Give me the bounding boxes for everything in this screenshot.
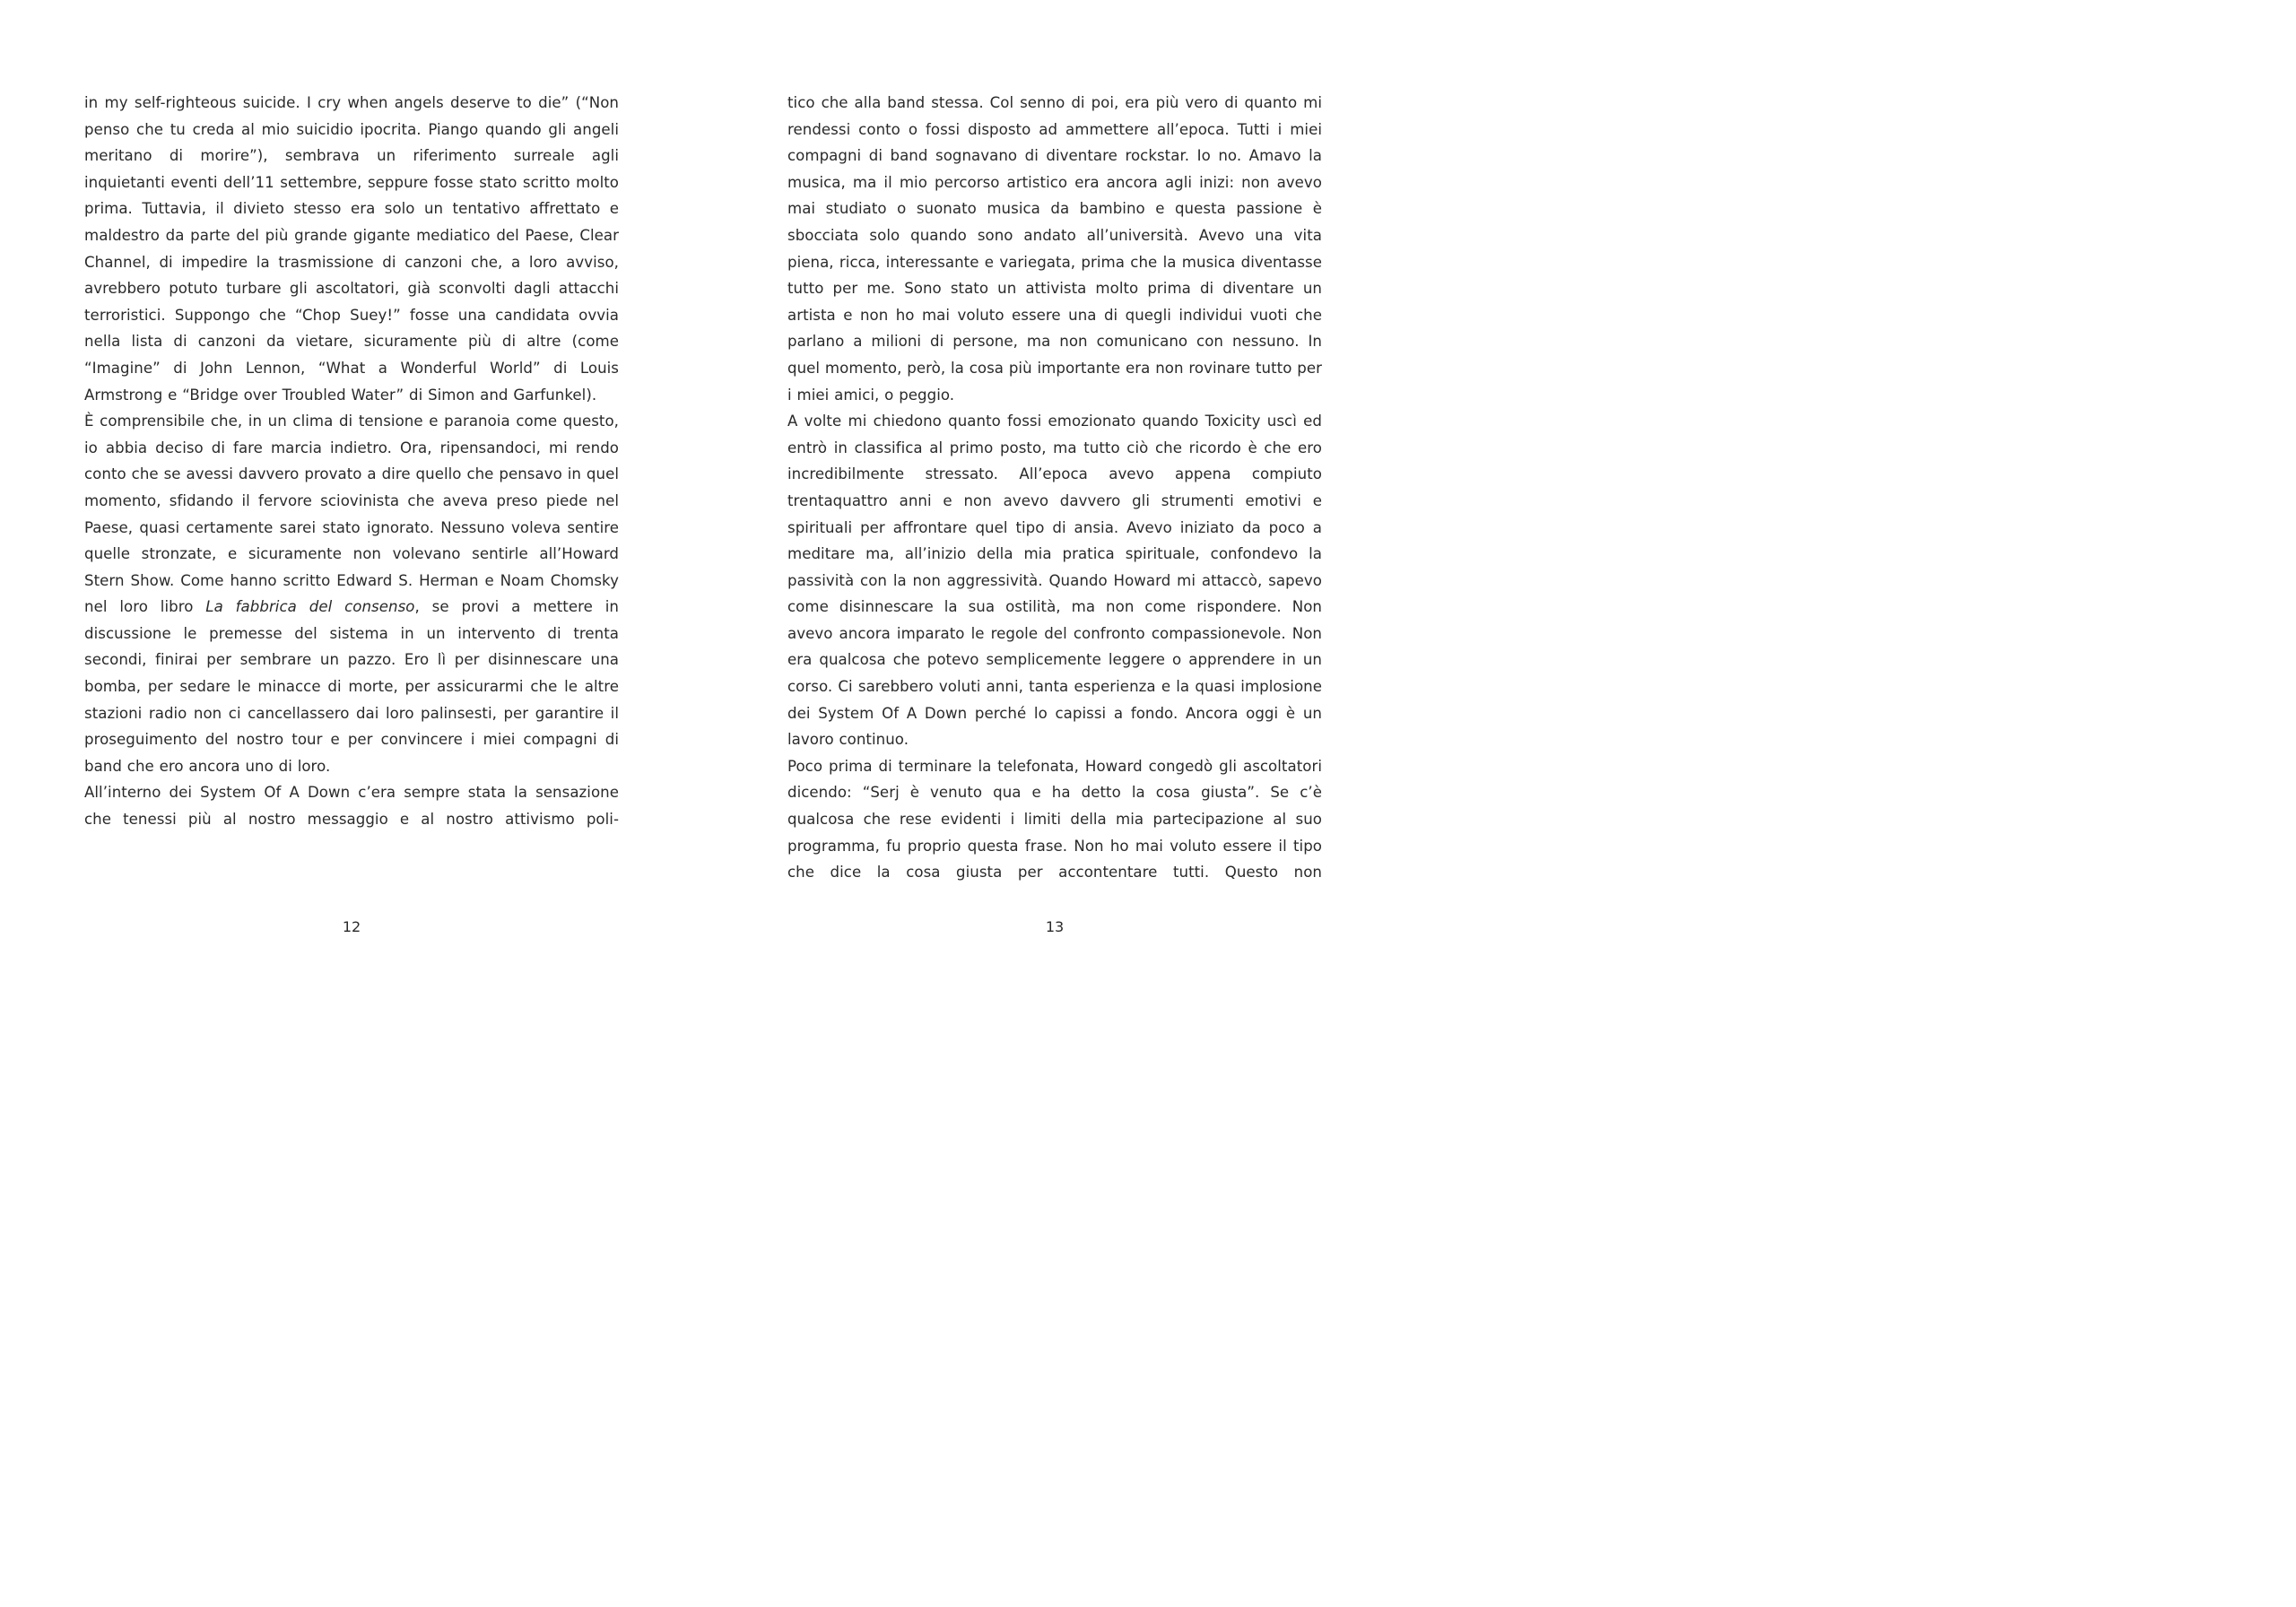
page-number-left: 12 xyxy=(342,918,361,935)
left-page-body xyxy=(84,90,619,833)
paragraph xyxy=(787,90,1322,408)
paragraph-text: Poco prima di terminare la telefonata, Howard congedò gli ascoltatori dicendo: “Serj è venuto qua e ha detto la cosa giusta”. Se c’è qualcosa che rese evidenti i limiti della mia partecipazione al suo programma, fu proprio questa frase. Non ho mai voluto essere il tipo che dice la cosa giusta per accontentare tutti. Questo non xyxy=(787,757,1322,882)
paragraph-text: A volte mi chiedono quanto fossi emozionato quando Toxicity uscì ed entrò in classifica al primo posto, ma tutto ciò che ricordo è che ero incredibilmente stressato. All’epoca avevo appena compiuto trentaquattro anni e non avevo davvero gli strumenti emotivi e spirituali per affrontare quel tipo di ansia. Avevo iniziato da poco a meditare ma, all’inizio della mia pratica spirituale, confondevo la passività con la non aggressività. Quando Howard mi attaccò, sapevo come disinnescare la sua ostilità, ma non come rispondere. Non avevo ancora imparato le regole del confronto compassionevole. Non era qualcosa che potevo semplicemente leggere o apprendere in un corso. Ci sarebbero voluti anni, tanta esperienza e la quasi implosione dei System Of A Down perché lo capissi a fondo. Ancora oggi è un lavoro continuo. xyxy=(787,413,1322,749)
paragraph xyxy=(84,779,619,832)
paragraph xyxy=(787,408,1322,753)
paragraph-text: tico che alla band stessa. Col senno di poi, era più vero di quanto mi rendessi conto o fossi disposto ad ammettere all’epoca. Tutti i miei compagni di band sognavano di diventare rockstar. Io no. Amavo la musica, ma il mio percorso artistico era ancora agli inizi: non avevo mai studiato o suonato musica da bambino e questa passione è sbocciata solo quando sono andato all’università. Avevo una vita piena, ricca, interessante e variegata, prima che la musica diventasse tutto per me. Sono stato un attivista molto prima di diventare un artista e non ho mai voluto essere una di quegli individui vuoti che parlano a milioni di persone, ma non comunicano con nessuno. In quel momento, però, la cosa più importante era non rovinare tutto per i miei amici, o peggio. xyxy=(787,94,1322,404)
paragraph-text: All’interno dei System Of A Down c’era sempre stata la sensazione che tenessi più al nostro messaggio e al nostro attivismo poli- xyxy=(84,784,619,829)
left-page xyxy=(84,90,619,833)
paragraph-text: in my self-righteous suicide. I cry when angels deserve to die” (“Non penso che tu creda al mio suicidio ipocrita. Piango quando gli angeli meritano di morire”), sembrava un riferimento surreale agli inquietanti eventi dell’11 settembre, seppure fosse stato scritto molto prima. Tuttavia, il divieto stesso era solo un tentativo affrettato e maldestro da parte del più grande gigante mediatico del Paese, Clear Channel, di impedire la trasmissione di canzoni che, a loro avviso, avrebbero potuto turbare gli ascoltatori, già sconvolti dagli attacchi terroristici. Suppongo che “Chop Suey!” fosse una candidata ovvia nella lista di canzoni da vietare, sicuramente più di altre (come “Imagine” di John Lennon, “What a Wonderful World” di Louis Armstrong e “Bridge over Troubled Water” di Simon and Garfunkel). xyxy=(84,94,619,404)
paragraph xyxy=(84,408,619,779)
page-number-right: 13 xyxy=(1045,918,1065,935)
paragraph-text: , se provi a mettere in discussione le premesse del sistema in un intervento di trenta secondi, finirai per sembrare un pazzo. Ero lì per disinnescare una bomba, per sedare le minacce di morte, per assicurarmi che le altre stazioni radio non ci cancellassero dai loro palinsesti, per garantire il proseguimento del nostro tour e per convincere i miei compagni di band che ero ancora uno di loro. xyxy=(84,598,619,775)
paragraph-text: È comprensibile che, in un clima di tensione e paranoia come questo, io abbia deciso di fare marcia indietro. Ora, ripensandoci, mi rendo conto che se avessi davvero provato a dire quello che pensavo in quel momento, sfidando il fervore sciovinista che aveva preso piede nel Paese, quasi certamente sarei stato ignorato. Nessuno voleva sentire quelle stronzate, e sicuramente non volevano sentirle all’Howard Stern Show. Come hanno scritto Edward S. Herman e Noam Chomsky nel loro libro xyxy=(84,413,619,616)
book-title-italic: La fabbrica del consenso xyxy=(205,598,415,616)
paragraph xyxy=(84,90,619,408)
right-page-body xyxy=(787,90,1322,886)
paragraph xyxy=(787,753,1322,886)
right-page xyxy=(787,90,1322,886)
